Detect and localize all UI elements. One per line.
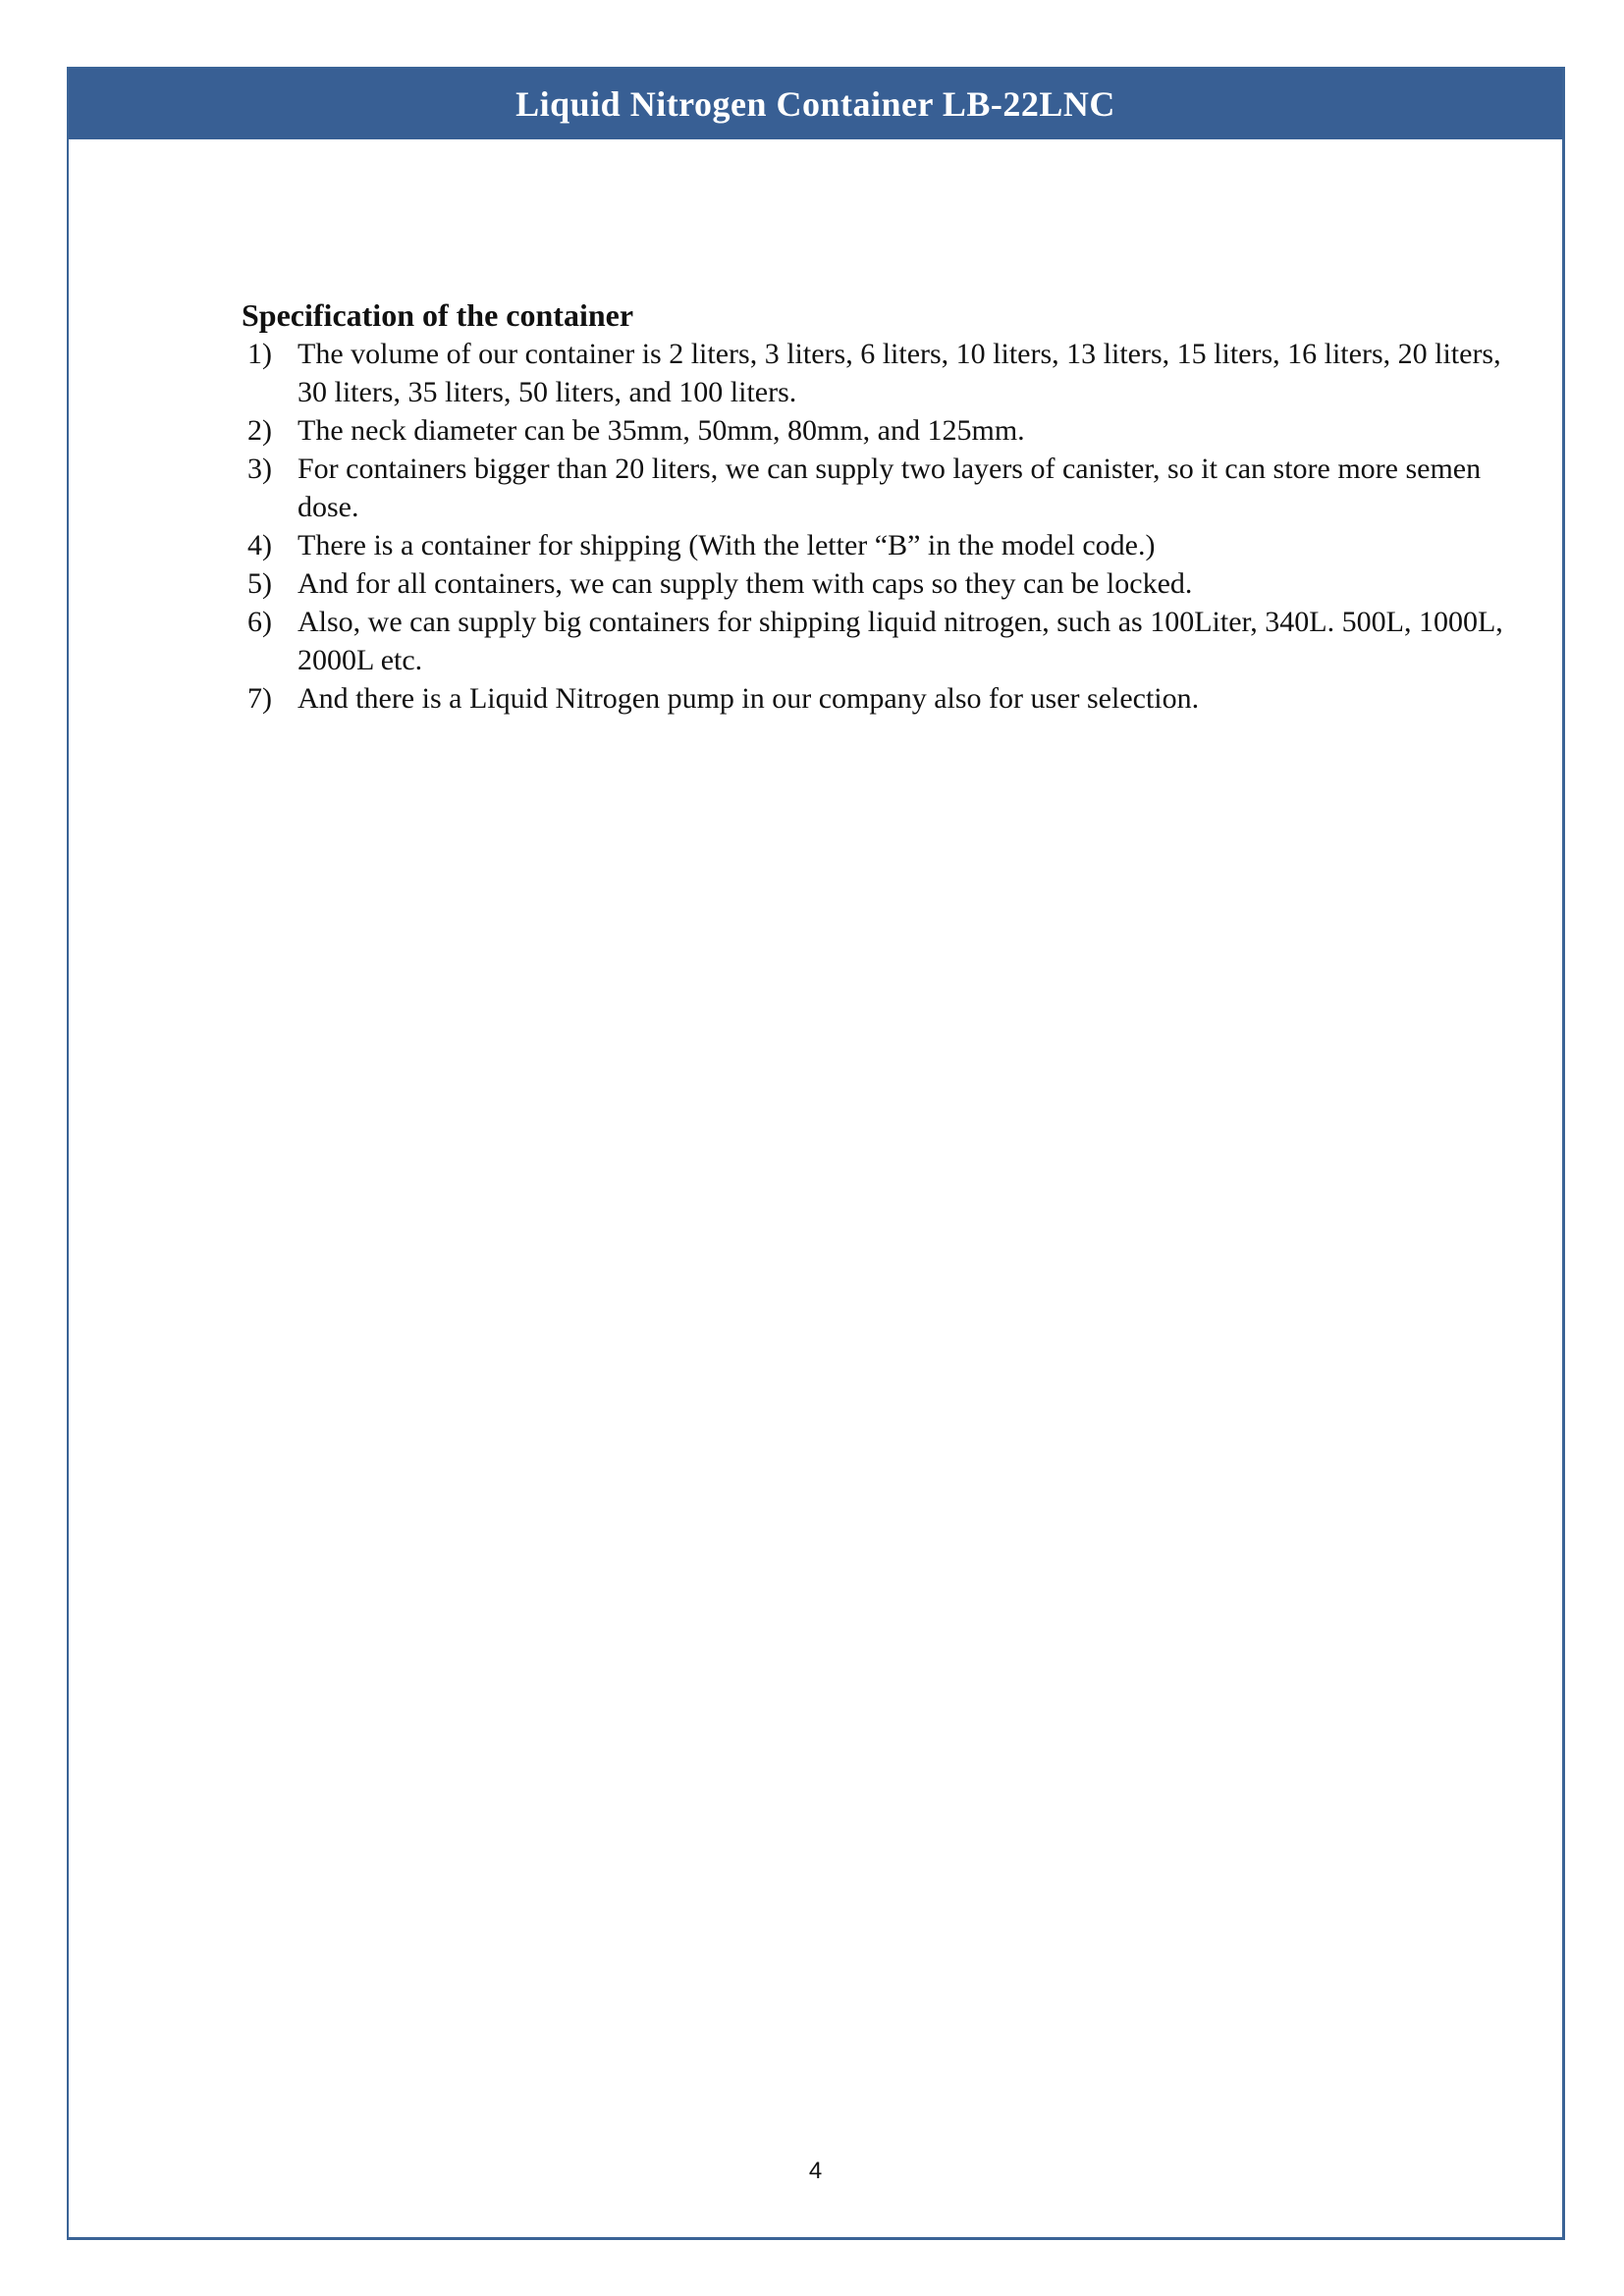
list-item-text: The volume of our container is 2 liters, 3 liters, 6 liters, 10 liters, 13 liters, 15 liters, 16 liters, 20 liters, 30 liters, 35 liters, 50 liters, and 100 liters. xyxy=(298,338,1501,408)
list-item xyxy=(242,526,1518,564)
list-item-text: Also, we can supply big containers for shipping liquid nitrogen, such as 100Liter, 340L. 500L, 1000L, 2000L etc. xyxy=(298,606,1503,676)
list-item-text: For containers bigger than 20 liters, we can supply two layers of canister, so it can store more semen dose. xyxy=(298,453,1482,523)
list-item-number: 7) xyxy=(247,682,272,715)
list-item-text: And there is a Liquid Nitrogen pump in our company also for user selection. xyxy=(298,682,1200,715)
list-item xyxy=(242,450,1518,526)
list-item-text: And for all containers, we can supply them with caps so they can be locked. xyxy=(298,567,1193,600)
list-item xyxy=(242,564,1518,603)
specification-list xyxy=(242,335,1518,718)
list-item-text: There is a container for shipping (With the letter “B” in the model code.) xyxy=(298,529,1156,561)
list-item xyxy=(242,679,1518,718)
list-item-number: 5) xyxy=(247,567,272,600)
list-item-number: 1) xyxy=(247,338,272,370)
specification-section xyxy=(242,296,1518,718)
header-band xyxy=(69,69,1562,139)
page-number: 4 xyxy=(808,2158,823,2184)
page-frame xyxy=(67,67,1565,2240)
document-title: Liquid Nitrogen Container LB-22LNC xyxy=(515,84,1115,124)
list-item-number: 3) xyxy=(247,453,272,485)
list-item-number: 2) xyxy=(247,414,272,447)
list-item xyxy=(242,603,1518,679)
list-item-number: 6) xyxy=(247,606,272,638)
list-item-number: 4) xyxy=(247,529,272,561)
section-heading: Specification of the container xyxy=(242,297,634,333)
list-item xyxy=(242,411,1518,450)
list-item xyxy=(242,335,1518,411)
list-item-text: The neck diameter can be 35mm, 50mm, 80mm, and 125mm. xyxy=(298,414,1025,447)
